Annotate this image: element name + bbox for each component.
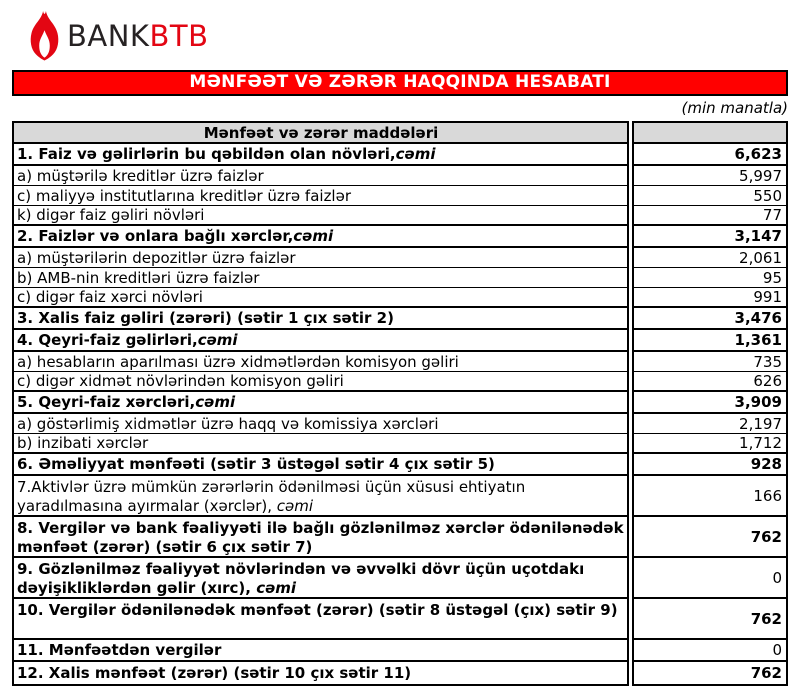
- row-value: 3,476: [634, 308, 786, 330]
- flame-icon: [29, 11, 60, 61]
- row-value: 928: [634, 454, 786, 476]
- row-label-italic-suffix: cəmi: [197, 331, 238, 349]
- row-label: 6. Əməliyyat mənfəəti (sətir 3 üstəgəl sətir 4 çıx sətir 5): [14, 454, 627, 476]
- row-label: b) inzibati xərclər: [14, 434, 627, 454]
- row-label: 10. Vergilər ödənilənədək mənfəət (zərər) (sətir 8 üstəgəl (çıx) sətir 9): [14, 599, 627, 640]
- row-label: 7.Aktivlər üzrə mümkün zərərlərin ödənilməsi üçün xüsusi ehtiyatın yaradılmasına ayırmalar (xərclər), cəmi: [14, 476, 627, 517]
- row-label: 5. Qeyri-faiz xərcləri, cəmi: [14, 392, 627, 414]
- row-value: 762: [750, 664, 782, 682]
- table-header-label: Mənfəət və zərər maddələri: [14, 123, 627, 144]
- row-label: 8. Vergilər və bank fəaliyyəti ilə bağlı gözlənilməz xərclər ödənilənədək mənfəət (zərər) (sətir 6 çıx sətir 7): [14, 517, 627, 558]
- row-label: a) müştərilərin depozitlər üzrə faizlər: [14, 248, 627, 268]
- row-label-italic-suffix: cəmi: [395, 145, 436, 163]
- row-label: 9. Gözlənilməz fəaliyyət növlərindən və əvvəlki dövr üçün uçotdakı dəyişikliklərdən gəlir (xırc), cəmi: [14, 558, 627, 599]
- unit-note: (min manatla): [681, 99, 788, 117]
- row-label: 1. Faiz və gəlirlərin bu qəbildən olan növləri, cəmi: [14, 144, 627, 166]
- row-label: c) digər xidmət növlərindən komisyon gəliri: [14, 372, 627, 392]
- row-value: 762: [634, 599, 786, 640]
- row-value: 6,623: [634, 144, 786, 166]
- row-value: 2,197: [634, 414, 786, 434]
- profit-loss-table: [12, 121, 788, 686]
- row-value: 5,997: [634, 166, 786, 186]
- values-column: [632, 121, 788, 686]
- row-label: c) maliyyə institutlarına kreditlər üzrə faizlər: [14, 186, 627, 206]
- row-value: 1,361: [634, 330, 786, 352]
- row-value: 626: [634, 372, 786, 392]
- row-value: 0: [634, 558, 786, 599]
- row-label: a) müştərilə kreditlər üzrə faizlər: [14, 166, 627, 186]
- labels-column: [12, 121, 629, 686]
- row-value: 762: [634, 517, 786, 558]
- row-label-italic-suffix: cəmi: [276, 497, 314, 515]
- row-label: 4. Qeyri-faiz gəlirləri, cəmi: [14, 330, 627, 352]
- row-label-italic-suffix: cəmi: [256, 579, 297, 597]
- row-value: 77: [634, 206, 786, 226]
- row-value: 991: [634, 288, 786, 308]
- row-label: k) digər faiz gəliri növləri: [14, 206, 627, 226]
- row-label-italic-suffix: cəmi: [195, 393, 236, 411]
- row-value: 95: [634, 268, 786, 288]
- row-value: 735: [634, 352, 786, 372]
- logo-suffix: BTB: [149, 19, 209, 53]
- table-header-value: [634, 123, 786, 144]
- row-label: a) göstərlimiş xidmətlər üzrə haqq və komissiya xərcləri: [14, 414, 627, 434]
- bank-logo: [29, 11, 208, 61]
- row-label: a) hesabların aparılması üzrə xidmətlərdən komisyon gəliri: [14, 352, 627, 372]
- report-title-bar: MƏNFƏƏT VƏ ZƏRƏR HAQQINDA HESABATI: [12, 70, 788, 96]
- row-label: 3. Xalis faiz gəliri (zərəri) (sətir 1 çıx sətir 2): [14, 308, 627, 330]
- row-value: 550: [634, 186, 786, 206]
- row-value: 1,712: [634, 434, 786, 454]
- row-value: 166: [634, 476, 786, 517]
- row-value: 3,147: [634, 226, 786, 248]
- row-label: b) AMB-nin kreditləri üzrə faizlər: [14, 268, 627, 288]
- row-label: c) digər faiz xərci növləri: [14, 288, 627, 308]
- row-label-italic-suffix: cəmi: [293, 227, 334, 245]
- row-value: 2,061: [634, 248, 786, 268]
- bank-logo-text: [67, 11, 208, 61]
- row-label: 11. Mənfəətdən vergilər: [14, 640, 627, 662]
- row-value: 3,909: [634, 392, 786, 414]
- row-label: 12. Xalis mənfəət (zərər) (sətir 10 çıx sətir 11): [17, 664, 412, 682]
- row-value: 0: [634, 640, 786, 662]
- row-label: 2. Faizlər və onlara bağlı xərclər, cəmi: [14, 226, 627, 248]
- logo-prefix: BANK: [67, 19, 150, 53]
